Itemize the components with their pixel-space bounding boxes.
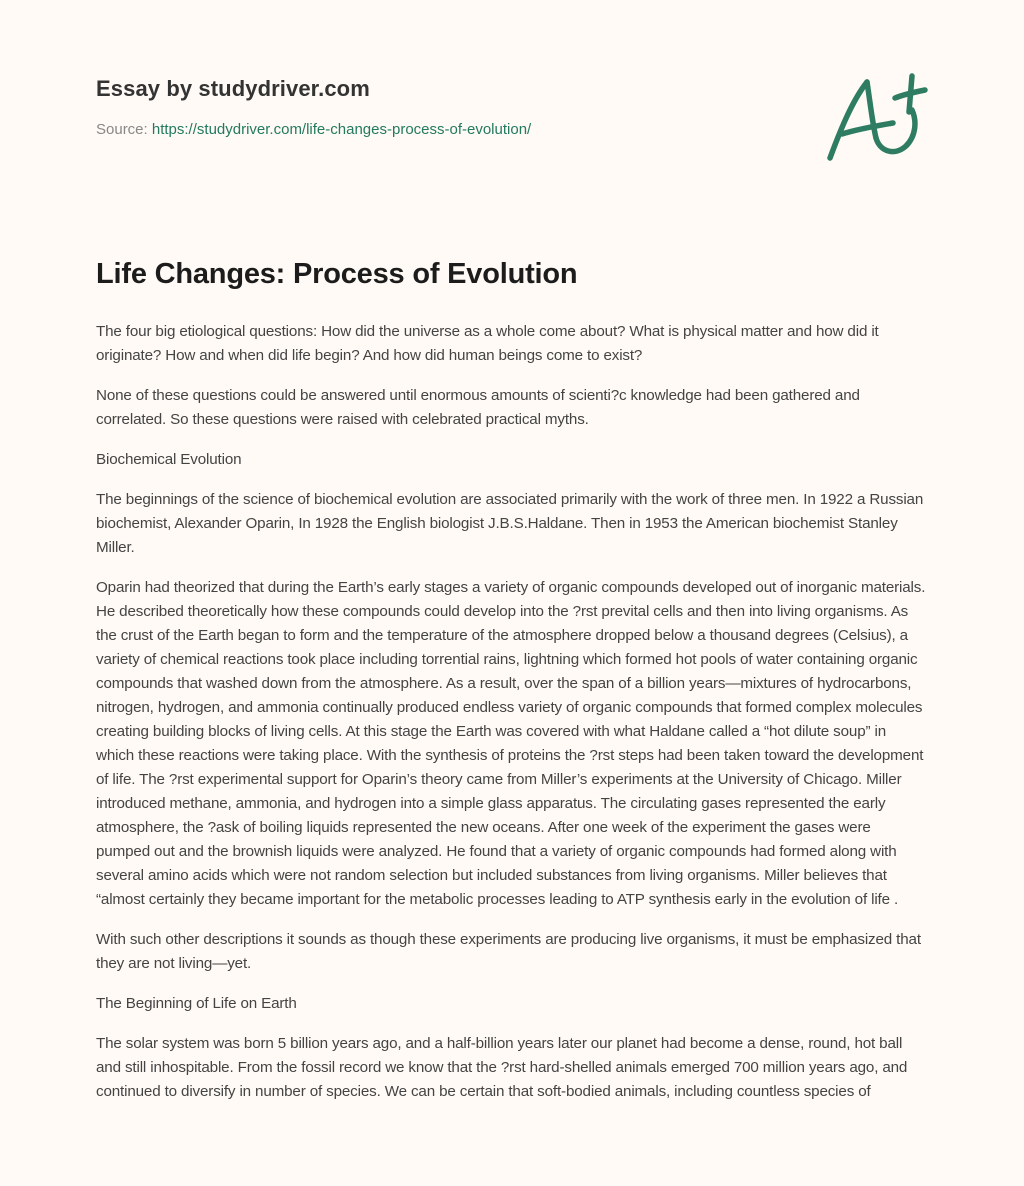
paragraph: The four big etiological questions: How did the universe as a whole come about? What is physical matter and how did it originate? How and when did life begin? And how did human beings come to exist? bbox=[96, 323, 879, 364]
paragraph: The solar system was born 5 billion years ago, and a half-billion years later our planet had become a dense, round, hot ball and still inhospitable. From the fossil record we know that the ?rst hard-shelled animals emerged 700 million years ago, and continued to diversify in number of species. We can be certain that soft-bodied animals, including countless species of bbox=[96, 1035, 908, 1100]
page-header bbox=[96, 74, 936, 140]
paragraph: The beginnings of the science of biochemical evolution are associated primarily with the work of three men. In 1922 a Russian biochemist, Alexander Oparin, In 1928 the English biologist J.B.S.Haldane. Then in 1953 the American biochemist Stanley Miller. bbox=[96, 491, 924, 556]
source-link[interactable]: https://studydriver.com/life-changes-process-of-evolution/ bbox=[151, 121, 532, 138]
section-heading: The Beginning of Life on Earth bbox=[96, 995, 297, 1012]
a-plus-logo-icon bbox=[820, 66, 930, 166]
site-title: Essay by studydriver.com bbox=[96, 76, 370, 101]
paragraph: Oparin had theorized that during the Earth’s early stages a variety of organic compounds developed out of inorganic materials. He described theoretically how these compounds could develop into the ?rst prevital cells and then into living organisms. As the crust of the Earth began to form and the temperature of the atmosphere dropped below a thousand degrees (Celsius), a variety of chemical reactions took place including torrential rains, lightning which formed hot pools of water containing organic compounds that washed down from the atmosphere. As a result, over the span of a billion years—mixtures of hydrocarbons, nitrogen, hydrogen, and ammonia continually produced endless variety of organic compounds that formed complex molecules creating building blocks of living cells. At this stage the Earth was covered with what Haldane called a “hot dilute soup” in which these reactions were taking place. With the synthesis of proteins the ?rst steps had been taken toward the development of life. The ?rst experimental support for Oparin’s theory came from Miller’s experiments at the University of Chicago. Miller introduced methane, ammonia, and hydrogen into a simple glass apparatus. The circulating gases represented the early atmosphere, the ?ask of boiling liquids represented the new oceans. After one week of the experiment the gases were pumped out and the brownish liquids were analyzed. He found that a variety of organic compounds had formed along with several amino acids which were not random selection but included substances from living organisms. Miller believes that “almost certainly they became important for the metabolic processes leading to ATP synthesis early in the evolution of life . bbox=[96, 579, 926, 908]
section-heading: Biochemical Evolution bbox=[96, 451, 242, 468]
source-line bbox=[96, 120, 936, 140]
paragraph: With such other descriptions it sounds as though these experiments are producing live organisms, it must be emphasized that they are not living—yet. bbox=[96, 931, 921, 972]
source-label: Source: bbox=[96, 121, 152, 138]
essay-title: Life Changes: Process of Evolution bbox=[96, 258, 578, 290]
essay-body bbox=[96, 254, 928, 1120]
paragraph: None of these questions could be answered until enormous amounts of scienti?c knowledge had been gathered and correlated. So these questions were raised with celebrated practical myths. bbox=[96, 387, 860, 428]
